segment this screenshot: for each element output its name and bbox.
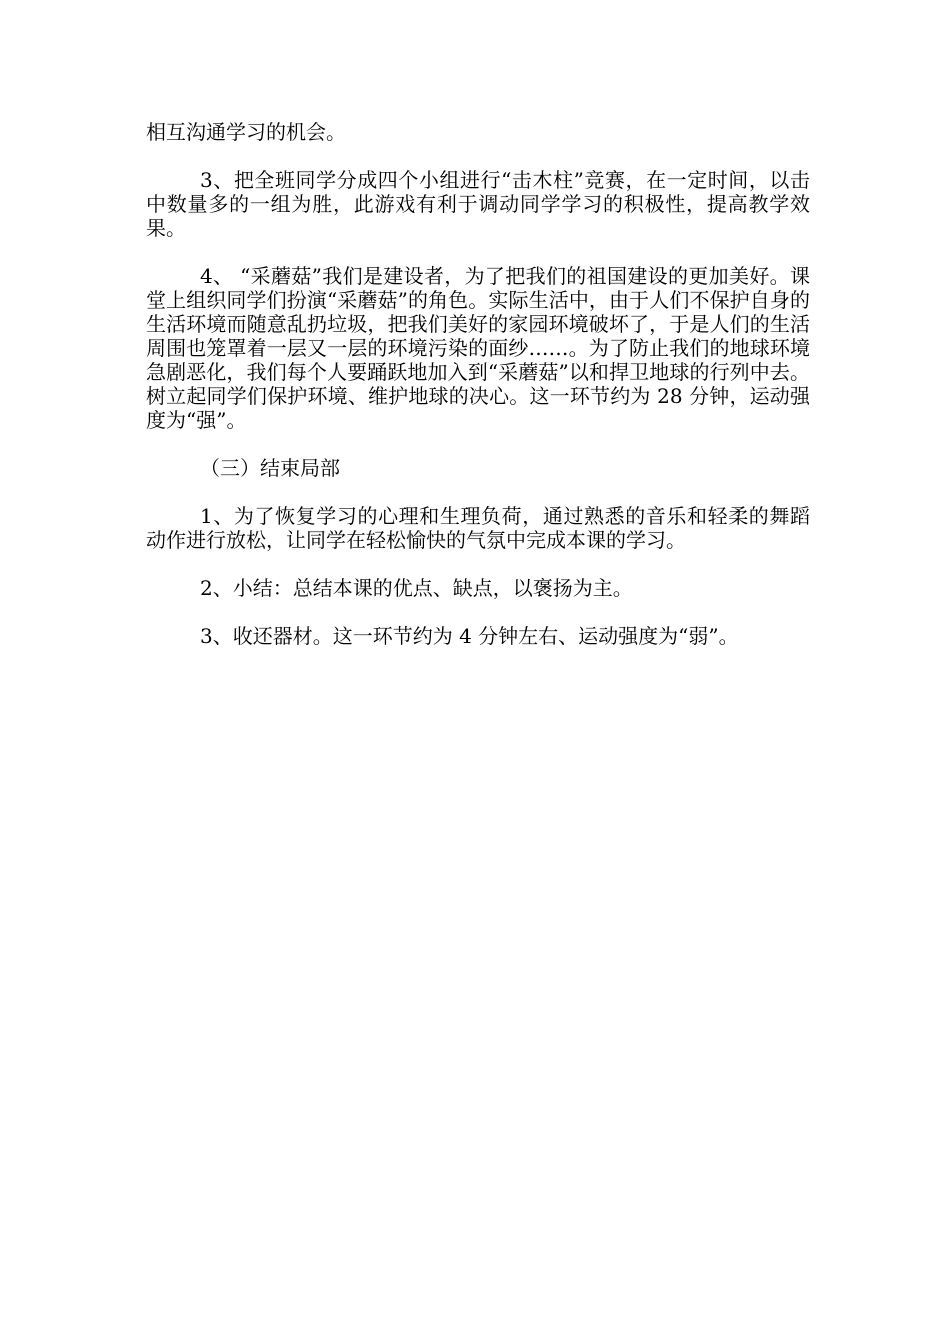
paragraph-ending-item-2: 2、小结：总结本课的优点、缺点，以褒扬为主。 xyxy=(200,576,633,600)
paragraph-item-4-mushroom-game: 4、 “采蘑菇”我们是建设者，为了把我们的祖国建设的更加美好。课堂上组织同学们扮演“采蘑菇”的角色。实际生活中，由于人们不保护自身的生活环境而随意乱扔垃圾，把我们美好的家园环境破坏了，于是人们的生活周围也笼罩着一层又一层的环境污染的面纱……。为了防止我们的地球环境急剧恶化，我们每个人要踊跃地加入到“采蘑菇”以和捍卫地球的行列中去。树立起同学们保护环境、维护地球的决心。这一环节约为 28 分钟，运动强度为“强”。 xyxy=(146,264,810,432)
paragraph-ending-item-1: 1、为了恢复学习的心理和生理负荷，通过熟悉的音乐和轻柔的舞蹈动作进行放松，让同学在轻松愉快的气氛中完成本课的学习。 xyxy=(146,504,810,552)
paragraph-ending-item-3: 3、收还器材。这一环节约为 4 分钟左右、运动强度为“弱”。 xyxy=(200,624,739,648)
paragraph-item-3-hit-pillar-game: 3、把全班同学分成四个小组进行“击木柱”竞赛，在一定时间，以击中数量多的一组为胜，此游戏有利于调动同学学习的积极性，提高教学效果。 xyxy=(146,168,810,240)
section-heading-ending-part: （三）结束局部 xyxy=(200,456,340,480)
document-body xyxy=(146,120,810,648)
paragraph-continuation: 相互沟通学习的机会。 xyxy=(146,120,346,144)
